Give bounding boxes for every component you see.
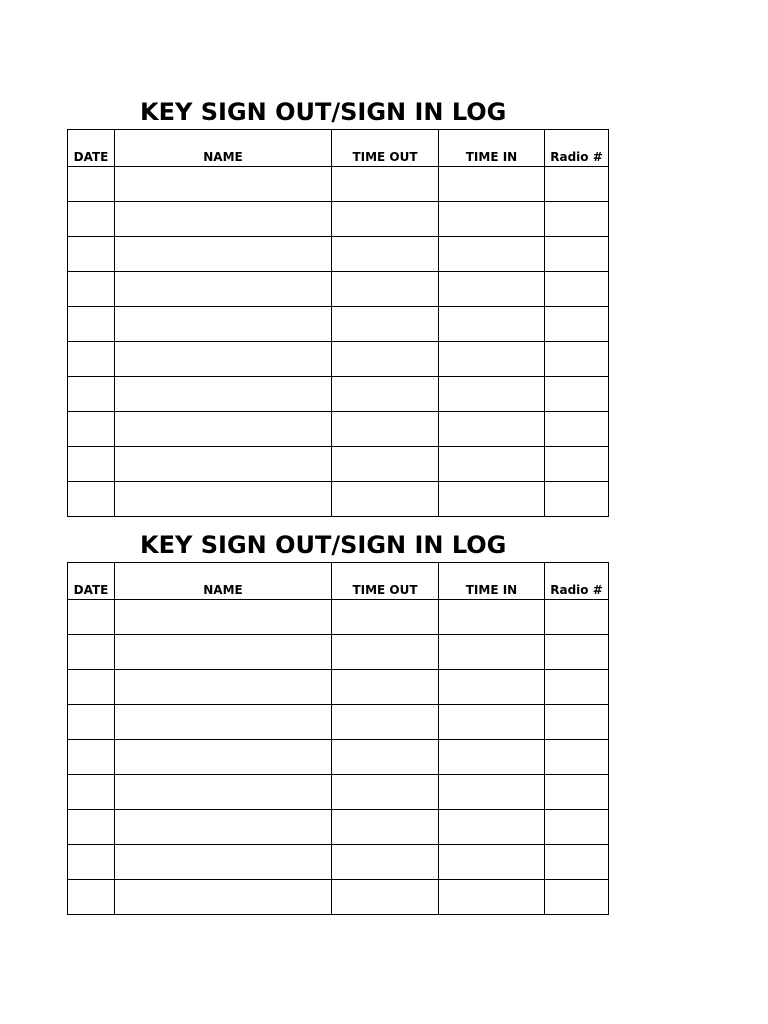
radio-cell — [545, 810, 609, 845]
date-cell — [68, 342, 115, 377]
time-out-cell — [332, 307, 439, 342]
table-row — [68, 845, 609, 880]
time-out-cell — [332, 412, 439, 447]
time-in-cell — [439, 880, 545, 915]
time-out-cell — [332, 670, 439, 705]
time-in-cell — [439, 810, 545, 845]
date-cell — [68, 775, 115, 810]
date-cell — [68, 705, 115, 740]
column-header-name: NAME — [115, 563, 332, 600]
date-cell — [68, 272, 115, 307]
time-out-cell — [332, 810, 439, 845]
date-cell — [68, 482, 115, 517]
table-row — [68, 880, 609, 915]
time-in-cell — [439, 740, 545, 775]
name-cell — [115, 307, 332, 342]
radio-cell — [545, 307, 609, 342]
name-cell — [115, 447, 332, 482]
table-row — [68, 775, 609, 810]
date-cell — [68, 810, 115, 845]
table-row — [68, 670, 609, 705]
table-row — [68, 482, 609, 517]
time-out-cell — [332, 167, 439, 202]
table-row — [68, 447, 609, 482]
column-header-radio: Radio # — [545, 130, 609, 167]
radio-cell — [545, 670, 609, 705]
table-row — [68, 167, 609, 202]
name-cell — [115, 342, 332, 377]
date-cell — [68, 670, 115, 705]
date-cell — [68, 740, 115, 775]
name-cell — [115, 482, 332, 517]
radio-cell — [545, 167, 609, 202]
column-header-radio: Radio # — [545, 563, 609, 600]
column-header-time-in: TIME IN — [439, 563, 545, 600]
name-cell — [115, 600, 332, 635]
radio-cell — [545, 740, 609, 775]
radio-cell — [545, 447, 609, 482]
date-cell — [68, 635, 115, 670]
radio-cell — [545, 202, 609, 237]
column-header-time-out: TIME OUT — [332, 563, 439, 600]
log-title: KEY SIGN OUT/SIGN IN LOG — [140, 98, 507, 126]
time-in-cell — [439, 412, 545, 447]
time-in-cell — [439, 307, 545, 342]
time-in-cell — [439, 272, 545, 307]
time-in-cell — [439, 167, 545, 202]
date-cell — [68, 307, 115, 342]
time-in-cell — [439, 670, 545, 705]
time-in-cell — [439, 600, 545, 635]
radio-cell — [545, 482, 609, 517]
name-cell — [115, 705, 332, 740]
column-header-date: DATE — [68, 130, 115, 167]
radio-cell — [545, 705, 609, 740]
time-out-cell — [332, 272, 439, 307]
radio-cell — [545, 600, 609, 635]
name-cell — [115, 845, 332, 880]
date-cell — [68, 845, 115, 880]
time-out-cell — [332, 775, 439, 810]
date-cell — [68, 412, 115, 447]
time-out-cell — [332, 377, 439, 412]
date-cell — [68, 600, 115, 635]
time-in-cell — [439, 845, 545, 880]
time-in-cell — [439, 377, 545, 412]
time-in-cell — [439, 342, 545, 377]
time-out-cell — [332, 600, 439, 635]
name-cell — [115, 810, 332, 845]
time-in-cell — [439, 635, 545, 670]
column-header-name: NAME — [115, 130, 332, 167]
time-out-cell — [332, 880, 439, 915]
date-cell — [68, 377, 115, 412]
time-out-cell — [332, 845, 439, 880]
name-cell — [115, 272, 332, 307]
table-row — [68, 272, 609, 307]
name-cell — [115, 635, 332, 670]
table-row — [68, 342, 609, 377]
date-cell — [68, 447, 115, 482]
date-cell — [68, 202, 115, 237]
time-in-cell — [439, 447, 545, 482]
time-in-cell — [439, 482, 545, 517]
date-cell — [68, 237, 115, 272]
radio-cell — [545, 775, 609, 810]
header-row — [68, 130, 609, 167]
radio-cell — [545, 342, 609, 377]
log-title: KEY SIGN OUT/SIGN IN LOG — [140, 531, 507, 559]
table-row — [68, 810, 609, 845]
name-cell — [115, 377, 332, 412]
radio-cell — [545, 635, 609, 670]
column-header-time-in: TIME IN — [439, 130, 545, 167]
radio-cell — [545, 272, 609, 307]
name-cell — [115, 237, 332, 272]
date-cell — [68, 167, 115, 202]
table-row — [68, 740, 609, 775]
time-in-cell — [439, 705, 545, 740]
name-cell — [115, 167, 332, 202]
name-cell — [115, 412, 332, 447]
name-cell — [115, 775, 332, 810]
time-out-cell — [332, 202, 439, 237]
radio-cell — [545, 377, 609, 412]
table-row — [68, 635, 609, 670]
table-row — [68, 705, 609, 740]
column-header-date: DATE — [68, 563, 115, 600]
time-out-cell — [332, 482, 439, 517]
time-out-cell — [332, 342, 439, 377]
table-row — [68, 600, 609, 635]
time-out-cell — [332, 237, 439, 272]
name-cell — [115, 740, 332, 775]
time-out-cell — [332, 740, 439, 775]
table-row — [68, 412, 609, 447]
date-cell — [68, 880, 115, 915]
radio-cell — [545, 237, 609, 272]
radio-cell — [545, 412, 609, 447]
table-row — [68, 377, 609, 412]
time-in-cell — [439, 775, 545, 810]
time-out-cell — [332, 705, 439, 740]
time-out-cell — [332, 447, 439, 482]
header-row — [68, 563, 609, 600]
time-in-cell — [439, 202, 545, 237]
time-in-cell — [439, 237, 545, 272]
name-cell — [115, 202, 332, 237]
table-row — [68, 202, 609, 237]
radio-cell — [545, 880, 609, 915]
column-header-time-out: TIME OUT — [332, 130, 439, 167]
sign-log-table — [67, 129, 609, 517]
time-out-cell — [332, 635, 439, 670]
sign-log-table — [67, 562, 609, 915]
name-cell — [115, 670, 332, 705]
table-row — [68, 307, 609, 342]
table-row — [68, 237, 609, 272]
name-cell — [115, 880, 332, 915]
radio-cell — [545, 845, 609, 880]
